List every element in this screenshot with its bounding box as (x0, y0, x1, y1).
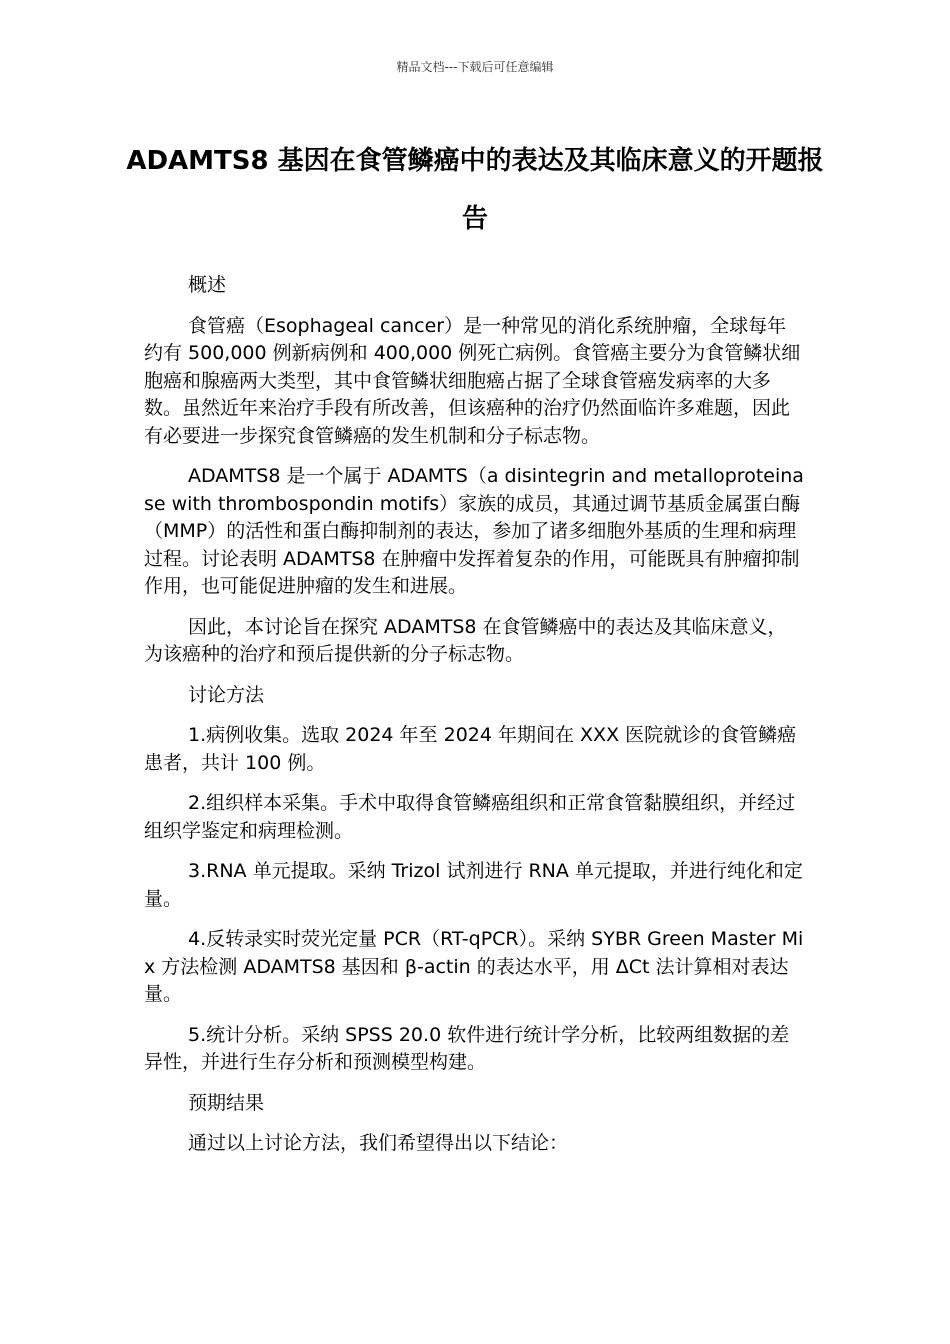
header-note: 精品文档---下载后可任意编辑 (396, 60, 554, 74)
paragraph-results-1: 通过以上讨论方法，我们希望得出以下结论： (188, 1132, 569, 1154)
paragraph-method-5: 5.统计分析。采纳 SPSS 20.0 软件进行统计学分析，比较两组数据的差异性，并进行生存分析和预测模型构建。 (144, 1023, 790, 1073)
paragraph-method-2: 2.组织样本采集。手术中取得食管鳞癌组织和正常食管黏膜组织，并经过组织学鉴定和病理检测。 (144, 792, 796, 842)
section-heading-results: 预期结果 (188, 1091, 265, 1114)
paragraph-overview-2: ADAMTS8 是一个属于 ADAMTS（a disintegrin and metalloproteinase with thrombospondin motifs）家族的成员，其通过调节基质金属蛋白酶（MMP）的活性和蛋白酶抑制剂的表达，参加了诸多细胞外基质的生理和病理过程。讨论表明 ADAMTS8 在肿瘤中发挥着复杂的作用，可能既具有肿瘤抑制作用，也可能促进肿瘤的发生和进展。 (144, 465, 804, 597)
section-heading-methods: 讨论方法 (188, 683, 265, 706)
section-heading-overview: 概述 (188, 274, 227, 296)
paragraph-overview-1: 食管癌（Esophageal cancer）是一种常见的消化系统肿瘤，全球每年约有 500,000 例新病例和 400,000 例死亡病例。食管癌主要分为食管鳞状细胞癌和腺癌两大类型，其中食管鳞状细胞癌占据了全球食管癌发病率的大多数。虽然近年来治疗手段有所改善，但该癌种的治疗仍然面临许多难题，因此有必要进一步探究食管鳞癌的发生机制和分子标志物。 (144, 314, 801, 447)
document-title: ADAMTS8 基因在食管鳞癌中的表达及其临床意义的开题报告 (126, 146, 824, 234)
paragraph-method-3: 3.RNA 单元提取。采纳 Trizol 试剂进行 RNA 单元提取，并进行纯化和定量。 (144, 860, 803, 910)
paragraph-method-4: 4.反转录实时荧光定量 PCR（RT-qPCR）。采纳 SYBR Green Master Mix 方法检测 ADAMTS8 基因和 β-actin 的表达水平，用 ΔCt 法计算相对表达量。 (144, 928, 804, 1005)
paragraph-method-1: 1.病例收集。选取 2024 年至 2024 年期间在 XXX 医院就诊的食管鳞癌患者，共计 100 例。 (144, 724, 797, 774)
paragraph-overview-3: 因此，本讨论旨在探究 ADAMTS8 在食管鳞癌中的表达及其临床意义，为该癌种的治疗和预后提供新的分子标志物。 (144, 615, 787, 665)
document-body (144, 272, 804, 1171)
